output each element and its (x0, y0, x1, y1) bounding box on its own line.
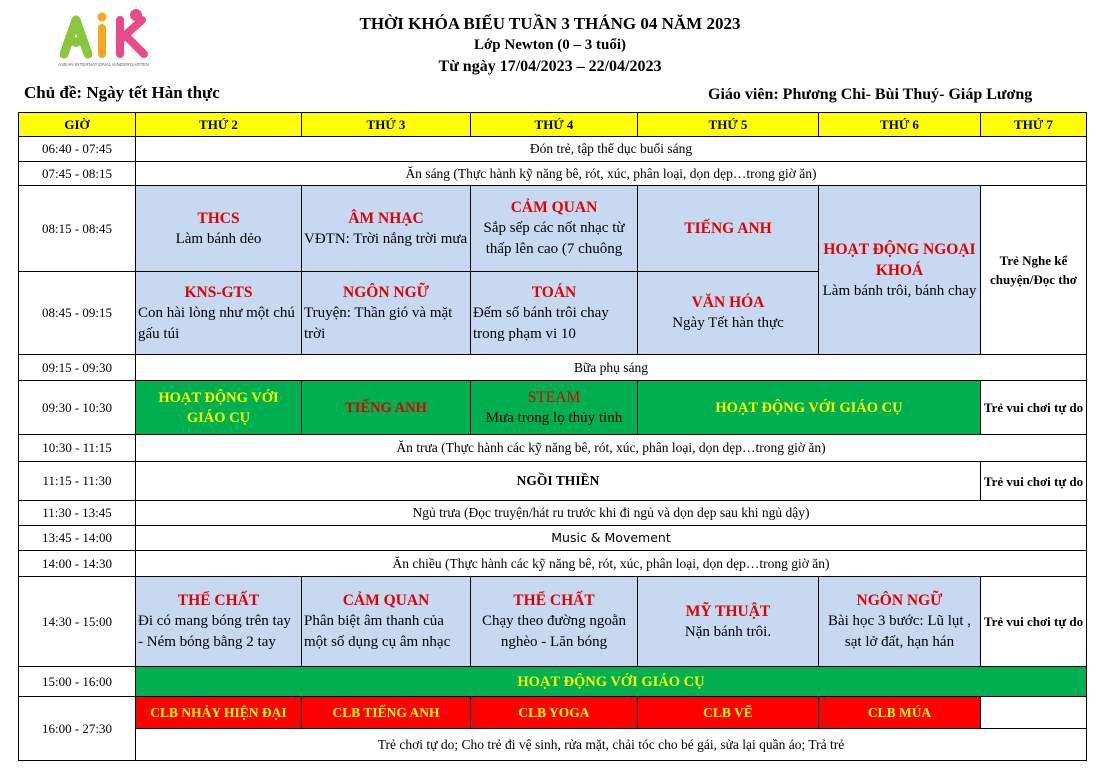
club-cell: CLB MÚA (819, 697, 981, 729)
saturday-cell: Trẻ vui chơi tự do (981, 381, 1087, 435)
timetable (18, 112, 1087, 761)
table-row (19, 381, 1087, 435)
header-row (19, 113, 1087, 137)
col-header-sat: THỨ 7 (981, 113, 1087, 137)
activity-cell (136, 272, 302, 355)
subject-label: THỂ CHẤT (177, 592, 260, 609)
time-cell: 11:30 - 13:45 (19, 501, 136, 526)
club-cell: CLB VẼ (638, 697, 819, 729)
time-cell: 06:40 - 07:45 (19, 137, 136, 162)
time-cell: 09:15 - 09:30 (19, 355, 136, 381)
activity-cell (638, 272, 819, 355)
topic: Chủ đề: Ngày tết Hàn thực (24, 83, 220, 102)
subject-label: CẢM QUAN (342, 592, 430, 609)
table-row (19, 186, 1087, 272)
activity-cell (819, 186, 981, 355)
table-row (19, 355, 1087, 381)
table-row (19, 435, 1087, 462)
table-row (19, 501, 1087, 526)
teachers: Giáo viên: Phương Chi- Bùi Thuý- Giáp Lương (708, 86, 1033, 103)
activity-text: Bài học 3 bước: Lũ lụt , sạt lở đất, hạn hán (827, 613, 972, 650)
time-cell: 13:45 - 14:00 (19, 526, 136, 551)
table-row (19, 577, 1087, 667)
activity-cell (136, 186, 302, 272)
activity-cell (302, 186, 471, 272)
subject-label: STEAM (527, 388, 581, 406)
subject-label: NGÔN NGỮ (343, 283, 429, 301)
activity-cell (136, 577, 302, 667)
activity-cell (638, 577, 819, 667)
nap-cell: Ngủ trưa (Đọc truyện/hát ru trước khi đi ngủ và dọn dẹp sau khi ngủ dậy) (136, 501, 1087, 526)
club-cell: CLB NHẢY HIỆN ĐẠI (136, 697, 302, 729)
activity-text: Truyện: Thần gió và mặt trời (304, 304, 453, 342)
end-of-day-cell: Trẻ chơi tự do; Cho trẻ đi vệ sinh, rửa mặt, chải tóc cho bé gái, sửa lại quần áo; Trả trẻ (136, 729, 1087, 761)
col-header-wed: THỨ 4 (471, 113, 638, 137)
subject-label: CẢM QUAN (510, 199, 598, 216)
welcome-cell: Đón trẻ, tập thể dục buổi sáng (136, 137, 1087, 162)
time-cell: 08:15 - 08:45 (19, 186, 136, 272)
activity-text: Chạy theo đường ngoằn nghèo - Lăn bóng (482, 613, 626, 650)
activity-text: Nặn bánh trôi. (684, 623, 772, 640)
subject-label: KNS-GTS (184, 283, 253, 301)
subject-label: ÂM NHẠC (348, 209, 424, 227)
saturday-cell: Trẻ vui chơi tự do (981, 462, 1087, 501)
time-cell: 08:45 - 09:15 (19, 272, 136, 355)
activity-text: VĐTN: Trời nắng trời mưa (304, 230, 468, 247)
activity-text: Con hài lòng như một chú gấu túi (138, 304, 295, 342)
time-cell: 15:00 - 16:00 (19, 667, 136, 697)
subject-label: THCS (197, 209, 240, 227)
time-cell: 14:00 - 14:30 (19, 551, 136, 577)
activity-text: Sắp sếp các nốt nhạc từ thấp lên cao (7 chuông (483, 220, 625, 257)
subject-label: TOÁN (531, 283, 577, 301)
afternoon-meal-cell: Ăn chiều (Thực hành các kỹ năng bê, rót, xúc, phân loại, dọn dẹp…trong giờ ăn) (136, 551, 1087, 577)
subject-label: THỂ CHẤT (513, 592, 595, 609)
lunch-cell: Ăn trưa (Thực hành các kỹ năng bê, rót, xúc, phân loại, dọn dẹp…trong giờ ăn) (136, 435, 1087, 462)
class-name: Lớp Newton (0 – 3 tuổi) (473, 37, 627, 53)
activity-cell (302, 577, 471, 667)
table-row (19, 526, 1087, 551)
subject-label: VĂN HÓA (691, 294, 765, 311)
activity-cell (471, 186, 638, 272)
music-cell: Music & Movement (136, 526, 1087, 551)
empty-cell (981, 697, 1087, 729)
saturday-cell: Trẻ Nghe kể chuyện/Đọc thơ (981, 186, 1087, 355)
activity-text: Ngày Tết hàn thực (672, 315, 784, 331)
club-cell: CLB TIẾNG ANH (302, 697, 471, 729)
time-cell: 09:30 - 10:30 (19, 381, 136, 435)
col-header-thu: THỨ 5 (638, 113, 819, 137)
subject-label: MỸ THUẬT (685, 602, 771, 620)
activity-cell (819, 577, 981, 667)
activity-text: Làm bánh trôi, bánh chay (822, 282, 977, 299)
time-cell: 07:45 - 08:15 (19, 162, 136, 186)
activity-cell (471, 577, 638, 667)
subject-label: TIẾNG ANH (684, 220, 772, 237)
activity-cell (471, 381, 638, 435)
snack-cell: Bữa phụ sáng (136, 355, 1087, 381)
table-row (19, 162, 1087, 186)
table-row (19, 137, 1087, 162)
activity-text: Đi có mang bóng trên tay - Ném bóng bằng 2 tay (138, 613, 291, 650)
schedule-title: THỜI KHÓA BIỂU TUẦN 3 THÁNG 04 NĂM 2023 (359, 14, 741, 33)
time-cell: 10:30 - 11:15 (19, 435, 136, 462)
activity-text: Đếm số bánh trôi chay trong phạm vi 10 (473, 304, 609, 342)
table-row (19, 667, 1087, 697)
activity-cell (471, 272, 638, 355)
table-row (19, 551, 1087, 577)
saturday-cell: Trẻ vui chơi tự do (981, 577, 1087, 667)
time-cell: 11:15 - 11:30 (19, 462, 136, 501)
activity-cell: TIẾNG ANH (302, 381, 471, 435)
table-row (19, 697, 1087, 729)
meditation-cell: NGỒI THIỀN (136, 462, 981, 501)
club-cell: CLB YOGA (471, 697, 638, 729)
table-row (19, 729, 1087, 761)
col-header-fri: THỨ 6 (819, 113, 981, 137)
logo-subtext: ASEAN INTERNATIONAL KINDERGARTEN (58, 62, 149, 67)
breakfast-cell: Ăn sáng (Thực hành kỹ năng bê, rót, xúc, phân loại, dọn dẹp…trong giờ ăn) (136, 162, 1087, 186)
activity-cell (302, 272, 471, 355)
time-cell: 16:00 - 27:30 (19, 697, 136, 761)
activity-cell: HOẠT ĐỘNG VỚI GIÁO CỤ (136, 667, 1087, 697)
activity-cell: HOẠT ĐỘNG VỚI GIÁO CỤ (638, 381, 981, 435)
subject-label: HOẠT ĐỘNG NGOẠI KHOÁ (823, 240, 976, 279)
col-header-tue: THỨ 3 (302, 113, 471, 137)
subject-label: NGÔN NGỮ (856, 592, 943, 609)
col-header-mon: THỨ 2 (136, 113, 302, 137)
activity-text: Mưa trong lọ thủy tinh (485, 409, 623, 426)
table-row (19, 462, 1087, 501)
activity-text: Làm bánh dẻo (175, 230, 262, 247)
activity-cell: HOẠT ĐỘNG VỚI GIÁO CỤ (136, 381, 302, 435)
col-header-time: GIỜ (19, 113, 136, 137)
activity-cell (638, 186, 819, 272)
activity-text: Phân biệt âm thanh của một số dụng cụ âm nhạc (304, 613, 451, 650)
time-cell: 14:30 - 15:00 (19, 577, 136, 667)
date-range: Từ ngày 17/04/2023 – 22/04/2023 (438, 58, 662, 75)
